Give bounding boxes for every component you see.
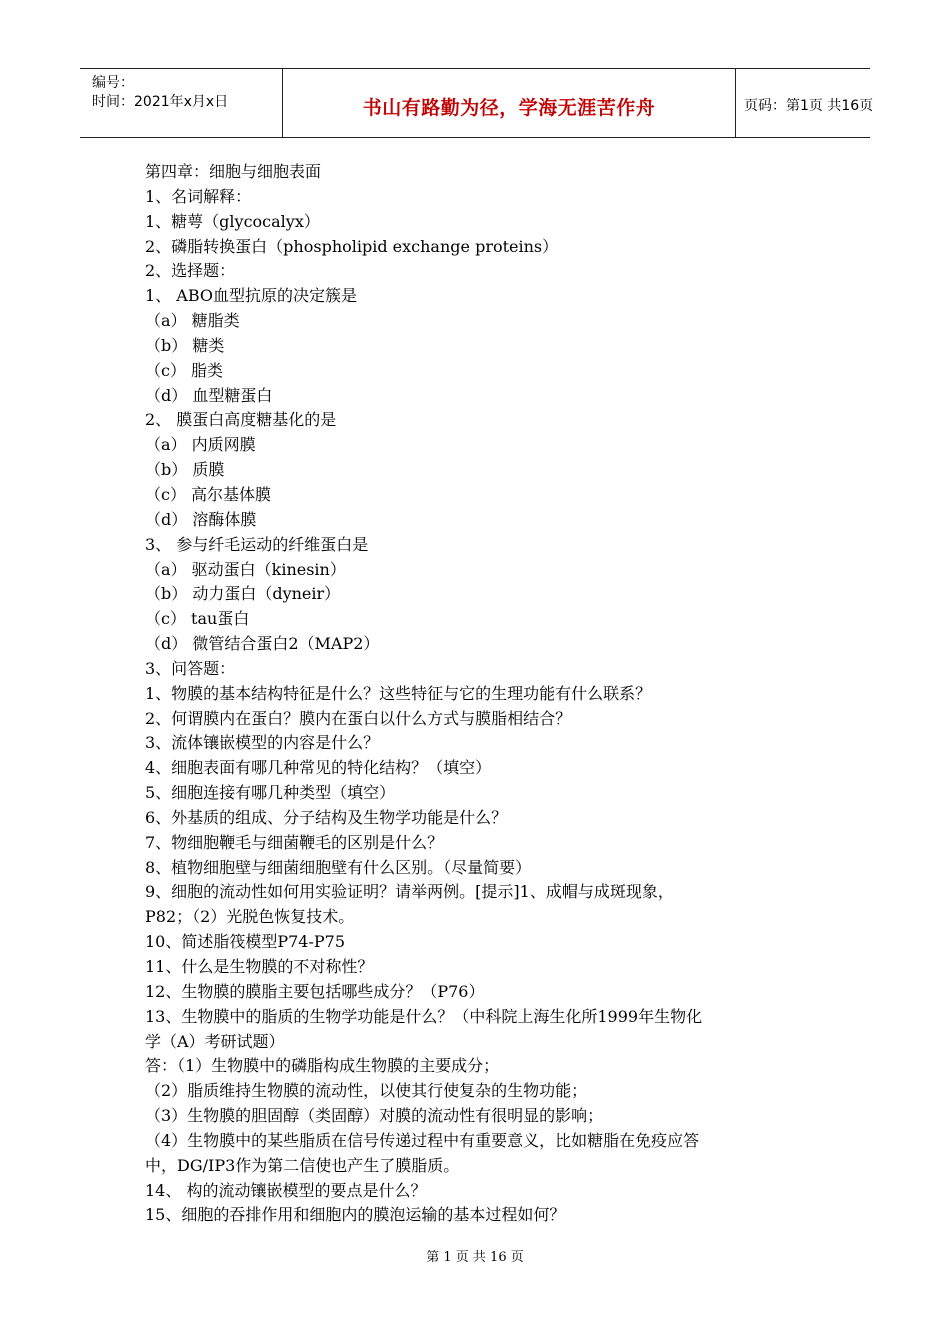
page-footer: 第 1 页 共 16 页 <box>426 1250 524 1265</box>
question-line: 4、细胞表面有哪几种常见的特化结构？（填空） <box>145 758 492 778</box>
answer-line: 中，DG/IP3作为第二信使也产生了膜脂质。 <box>145 1155 460 1175</box>
header-motto: 书山有路勤为径，学海无涯苦作舟 <box>362 97 656 119</box>
answer-line: 答：（1）生物膜中的磷脂构成生物膜的主要成分； <box>145 1056 500 1076</box>
text-line: 2、磷脂转换蛋白（phospholipid exchange proteins） <box>145 236 559 256</box>
text-line: 学（A）考研试题） <box>145 1031 285 1051</box>
question-line: 15、细胞的吞排作用和细胞内的膜泡运输的基本过程如何？ <box>145 1205 566 1225</box>
option-line: （c） 脂类 <box>145 360 224 380</box>
question-line: 6、外基质的组成、分子结构及生物学功能是什么？ <box>145 807 508 827</box>
question-line: 2、 膜蛋白高度糖基化的是 <box>145 410 337 430</box>
option-line: （a） 驱动蛋白（kinesin） <box>145 559 346 579</box>
question-line: 12、生物膜的膜脂主要包括哪些成分？（P76） <box>145 981 485 1001</box>
section-heading: 2、选择题： <box>145 261 236 281</box>
section-heading: 1、名词解释： <box>145 186 252 206</box>
document-number-label: 编号： <box>92 75 134 91</box>
option-line: （c） tau蛋白 <box>145 609 250 629</box>
option-line: （b） 动力蛋白（dyneir） <box>145 584 341 604</box>
question-line: 11、什么是生物膜的不对称性？ <box>145 957 374 976</box>
answer-line: （2）脂质维持生物膜的流动性，以使其行使复杂的生物功能； <box>145 1081 588 1101</box>
question-line: 5、细胞连接有哪几种类型（填空） <box>145 783 396 803</box>
answer-line: （3）生物膜的胆固醇（类固醇）对膜的流动性有很明显的影响； <box>145 1106 604 1126</box>
option-line: （b） 质膜 <box>145 460 225 480</box>
question-line: 7、物细胞鞭毛与细菌鞭毛的区别是什么？ <box>145 832 444 852</box>
document-time-label: 时间：2021年x月x日 <box>92 94 229 110</box>
chapter-title: 第四章：细胞与细胞表面 <box>145 162 322 181</box>
option-line: （c） 高尔基体膜 <box>145 484 272 504</box>
question-line: 14、 构的流动镶嵌模型的要点是什么？ <box>145 1180 427 1200</box>
header-right-cell <box>734 69 874 137</box>
header-left-cell <box>80 69 282 137</box>
question-line: 1、物膜的基本结构特征是什么？这些特征与它的生理功能有什么联系？ <box>145 683 652 703</box>
option-line: （a） 糖脂类 <box>145 311 240 331</box>
option-line: （d） 微管结合蛋白2（MAP2） <box>145 634 380 654</box>
option-line: （d） 血型糖蛋白 <box>145 385 273 405</box>
answer-line: （4）生物膜中的某些脂质在信号传递过程中有重要意义，比如糖脂在免疫应答 <box>145 1130 700 1150</box>
text-line: 1、糖萼（glycocalyx） <box>145 211 320 231</box>
document-body <box>145 160 825 1228</box>
question-line: 1、 ABO血型抗原的决定簇是 <box>145 286 357 306</box>
question-line: 8、植物细胞壁与细菌细胞壁有什么区别。（尽量简要） <box>145 857 532 877</box>
header-middle-cell <box>282 69 736 137</box>
question-line: 3、 参与纤毛运动的纤维蛋白是 <box>145 534 369 554</box>
option-line: （a） 内质网膜 <box>145 435 256 455</box>
page-header <box>80 68 874 138</box>
text-line: P82；（2）光脱色恢复技术。 <box>145 907 355 927</box>
question-line: 2、何谓膜内在蛋白？膜内在蛋白以什么方式与膜脂相结合？ <box>145 708 572 728</box>
option-line: （b） 糖类 <box>145 335 225 355</box>
header-page-label: 页码：第1页 共16页 <box>744 98 874 114</box>
section-heading: 3、问答题： <box>145 658 236 678</box>
question-line: 10、简述脂筏模型P74-P75 <box>145 932 346 952</box>
question-line: 9、细胞的流动性如何用实验证明？请举两例。[提示]1、成帽与成斑现象， <box>145 882 674 902</box>
question-line: 13、生物膜中的脂质的生物学功能是什么？（中科院上海生化所1999年生物化 <box>145 1006 703 1026</box>
option-line: （d） 溶酶体膜 <box>145 509 257 529</box>
question-line: 3、流体镶嵌模型的内容是什么？ <box>145 733 380 753</box>
